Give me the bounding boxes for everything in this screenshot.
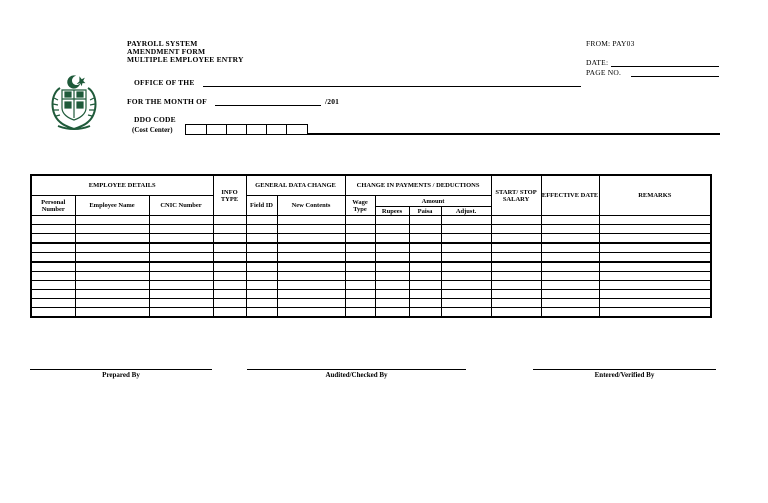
ddo-code-box-6[interactable] (286, 124, 308, 135)
employee-name-header: Employee Name (75, 196, 149, 216)
table-cell[interactable] (75, 225, 149, 234)
table-cell[interactable] (409, 253, 441, 263)
table-row (31, 243, 711, 253)
table-cell[interactable] (75, 290, 149, 299)
table-cell[interactable] (149, 234, 213, 244)
start-stop-salary-header: START/ STOP SALARY (491, 175, 541, 216)
table-cell[interactable] (75, 216, 149, 225)
table-cell[interactable] (213, 234, 246, 244)
table-cell[interactable] (75, 262, 149, 272)
table-cell[interactable] (441, 308, 491, 318)
table-cell[interactable] (541, 308, 599, 318)
table-row (31, 308, 711, 318)
table-cell[interactable] (491, 243, 541, 253)
table-cell[interactable] (246, 225, 277, 234)
table-cell[interactable] (149, 290, 213, 299)
adjust-header: Adjust. (441, 207, 491, 216)
table-cell[interactable] (31, 299, 75, 308)
table-cell[interactable] (149, 262, 213, 272)
table-cell[interactable] (491, 234, 541, 244)
table-cell[interactable] (345, 243, 375, 253)
table-cell[interactable] (599, 216, 711, 225)
prepared-by-label: Prepared By (102, 371, 140, 379)
table-cell[interactable] (149, 308, 213, 318)
table-cell[interactable] (31, 253, 75, 263)
table-cell[interactable] (149, 299, 213, 308)
table-cell[interactable] (345, 262, 375, 272)
table-row (31, 234, 711, 244)
page-number-field[interactable] (631, 76, 719, 77)
table-cell[interactable] (375, 290, 409, 299)
table-cell[interactable] (409, 308, 441, 318)
table-cell[interactable] (599, 253, 711, 263)
table-cell[interactable] (599, 225, 711, 234)
table-cell[interactable] (541, 290, 599, 299)
table-cell[interactable] (149, 243, 213, 253)
table-cell[interactable] (375, 308, 409, 318)
table-cell[interactable] (277, 299, 345, 308)
table-row (31, 253, 711, 263)
table-cell[interactable] (375, 253, 409, 263)
table-cell[interactable] (213, 225, 246, 234)
table-cell[interactable] (599, 290, 711, 299)
table-cell[interactable] (31, 308, 75, 318)
table-cell[interactable] (246, 253, 277, 263)
table-cell[interactable] (491, 308, 541, 318)
table-cell[interactable] (375, 225, 409, 234)
table-cell[interactable] (75, 234, 149, 244)
table-cell[interactable] (599, 272, 711, 281)
table-cell[interactable] (31, 290, 75, 299)
table-cell[interactable] (541, 243, 599, 253)
table-cell[interactable] (75, 243, 149, 253)
table-row (31, 290, 711, 299)
table-cell[interactable] (375, 216, 409, 225)
table-cell[interactable] (31, 225, 75, 234)
table-cell[interactable] (599, 262, 711, 272)
table-cell[interactable] (409, 281, 441, 290)
remarks-header: REMARKS (599, 175, 711, 216)
page-label: PAGE NO. (586, 68, 622, 77)
effective-date-header: EFFECTIVE DATE (541, 175, 599, 216)
table-row (31, 216, 711, 225)
table-cell[interactable] (409, 243, 441, 253)
table-cell[interactable] (345, 234, 375, 244)
table-cell[interactable] (277, 290, 345, 299)
entered-verified-by-label: Entered/Verified By (594, 371, 655, 379)
table-row (31, 225, 711, 234)
table-cell[interactable] (277, 216, 345, 225)
cnic-number-header: CNIC Number (149, 196, 213, 216)
table-cell[interactable] (213, 243, 246, 253)
table-cell[interactable] (277, 234, 345, 244)
month-field[interactable] (215, 105, 321, 106)
new-contents-header: New Contents (277, 196, 345, 216)
table-cell[interactable] (375, 262, 409, 272)
table-cell[interactable] (246, 308, 277, 318)
table-cell[interactable] (213, 262, 246, 272)
title-line-1: PAYROLL SYSTEM (127, 39, 198, 48)
table-cell[interactable] (277, 225, 345, 234)
table-cell[interactable] (345, 225, 375, 234)
general-data-change-header: GENERAL DATA CHANGE (246, 175, 345, 196)
table-cell[interactable] (409, 216, 441, 225)
table-cell[interactable] (345, 281, 375, 290)
year-suffix: /201 (325, 97, 340, 106)
ddo-underline (308, 133, 720, 135)
table-cell[interactable] (541, 281, 599, 290)
table-cell[interactable] (441, 225, 491, 234)
table-cell[interactable] (213, 299, 246, 308)
table-cell[interactable] (541, 225, 599, 234)
table-cell[interactable] (441, 243, 491, 253)
table-cell[interactable] (345, 253, 375, 263)
table-cell[interactable] (31, 281, 75, 290)
table-cell[interactable] (409, 262, 441, 272)
table-cell[interactable] (246, 299, 277, 308)
table-cell[interactable] (541, 299, 599, 308)
table-cell[interactable] (409, 290, 441, 299)
ddo-code-box-5[interactable] (266, 124, 287, 135)
table-cell[interactable] (541, 216, 599, 225)
table-cell[interactable] (246, 290, 277, 299)
table-row (31, 299, 711, 308)
ddo-code-box-2[interactable] (206, 124, 227, 135)
table-cell[interactable] (541, 234, 599, 244)
table-cell[interactable] (441, 234, 491, 244)
table-cell[interactable] (345, 299, 375, 308)
table-cell[interactable] (345, 272, 375, 281)
table-cell[interactable] (375, 299, 409, 308)
date-label: DATE: (586, 58, 609, 67)
table-cell[interactable] (213, 272, 246, 281)
table-cell[interactable] (491, 299, 541, 308)
table-cell[interactable] (491, 253, 541, 263)
table-cell[interactable] (31, 272, 75, 281)
table-cell[interactable] (345, 308, 375, 318)
table-cell[interactable] (441, 299, 491, 308)
table-cell[interactable] (149, 253, 213, 263)
cost-center-label: (Cost Center) (132, 126, 173, 134)
table-cell[interactable] (246, 234, 277, 244)
table-cell[interactable] (246, 243, 277, 253)
employee-amendment-table (30, 174, 712, 318)
table-cell[interactable] (409, 299, 441, 308)
table-cell[interactable] (75, 299, 149, 308)
table-cell[interactable] (213, 253, 246, 263)
table-row (31, 272, 711, 281)
date-field[interactable] (611, 66, 719, 67)
table-cell[interactable] (441, 281, 491, 290)
table-cell[interactable] (246, 281, 277, 290)
table-cell[interactable] (441, 253, 491, 263)
wage-type-header: Wage Type (345, 196, 375, 216)
ddo-code-label: DDO CODE (134, 115, 176, 124)
table-cell[interactable] (541, 272, 599, 281)
table-cell[interactable] (213, 290, 246, 299)
table-cell[interactable] (75, 308, 149, 318)
rupees-header: Rupees (375, 207, 409, 216)
table-cell[interactable] (213, 216, 246, 225)
personal-number-header: Personal Number (31, 196, 75, 216)
table-cell[interactable] (375, 243, 409, 253)
table-cell[interactable] (599, 234, 711, 244)
form-title (127, 40, 244, 64)
title-line-2: AMENDMENT FORM (127, 47, 206, 56)
table-cell[interactable] (541, 262, 599, 272)
table-cell[interactable] (491, 216, 541, 225)
table-cell[interactable] (246, 272, 277, 281)
table-cell[interactable] (491, 262, 541, 272)
change-in-payments-header: CHANGE IN PAYMENTS / DEDUCTIONS (345, 175, 491, 196)
table-cell[interactable] (277, 308, 345, 318)
table-cell[interactable] (375, 234, 409, 244)
table-cell[interactable] (277, 243, 345, 253)
table-cell[interactable] (149, 281, 213, 290)
table-cell[interactable] (75, 253, 149, 263)
office-field[interactable] (203, 86, 581, 87)
title-line-3: MULTIPLE EMPLOYEE ENTRY (127, 55, 244, 64)
table-cell[interactable] (31, 216, 75, 225)
audited-checked-by-label: Audited/Checked By (325, 371, 388, 379)
entered-verified-by-line[interactable] (533, 369, 716, 370)
ddo-code-box-1[interactable] (185, 124, 207, 135)
table-cell[interactable] (213, 281, 246, 290)
state-emblem-icon (46, 72, 102, 134)
table-cell[interactable] (149, 216, 213, 225)
table-cell[interactable] (345, 290, 375, 299)
table-cell[interactable] (441, 216, 491, 225)
table-cell[interactable] (277, 253, 345, 263)
table-cell[interactable] (213, 308, 246, 318)
table-cell[interactable] (75, 281, 149, 290)
ddo-code-box-3[interactable] (226, 124, 247, 135)
month-label: FOR THE MONTH OF (127, 97, 207, 106)
table-cell[interactable] (599, 299, 711, 308)
table-cell[interactable] (409, 272, 441, 281)
table-cell[interactable] (491, 281, 541, 290)
table-cell[interactable] (409, 234, 441, 244)
table-cell[interactable] (75, 272, 149, 281)
office-label: OFFICE OF THE (134, 78, 195, 87)
table-cell[interactable] (31, 262, 75, 272)
table-cell[interactable] (345, 216, 375, 225)
table-row (31, 262, 711, 272)
table-cell[interactable] (149, 225, 213, 234)
form-code: FROM: PAY03 (586, 39, 635, 48)
ddo-code-box-4[interactable] (246, 124, 267, 135)
audited-checked-by-line[interactable] (247, 369, 466, 370)
employee-details-header: EMPLOYEE DETAILS (31, 175, 213, 196)
table-cell[interactable] (599, 308, 711, 318)
table-cell[interactable] (441, 272, 491, 281)
table-cell[interactable] (375, 272, 409, 281)
table-body (31, 216, 711, 318)
table-cell[interactable] (246, 262, 277, 272)
field-id-header: Field ID (246, 196, 277, 216)
table-cell[interactable] (409, 225, 441, 234)
table-cell[interactable] (541, 253, 599, 263)
table-cell[interactable] (277, 262, 345, 272)
table-row (31, 281, 711, 290)
table-cell[interactable] (491, 272, 541, 281)
table-cell[interactable] (375, 281, 409, 290)
prepared-by-line[interactable] (30, 369, 212, 370)
table-cell[interactable] (149, 272, 213, 281)
table-cell[interactable] (491, 290, 541, 299)
table-cell[interactable] (31, 243, 75, 253)
table-cell[interactable] (277, 281, 345, 290)
table-cell[interactable] (491, 225, 541, 234)
table-cell[interactable] (277, 272, 345, 281)
amount-header: Amount (375, 196, 491, 207)
table-cell[interactable] (246, 216, 277, 225)
table-cell[interactable] (31, 234, 75, 244)
table-cell[interactable] (441, 262, 491, 272)
paisa-header: Paisa (409, 207, 441, 216)
table-cell[interactable] (599, 281, 711, 290)
table-cell[interactable] (599, 243, 711, 253)
table-cell[interactable] (441, 290, 491, 299)
info-type-header: INFO TYPE (213, 175, 246, 216)
